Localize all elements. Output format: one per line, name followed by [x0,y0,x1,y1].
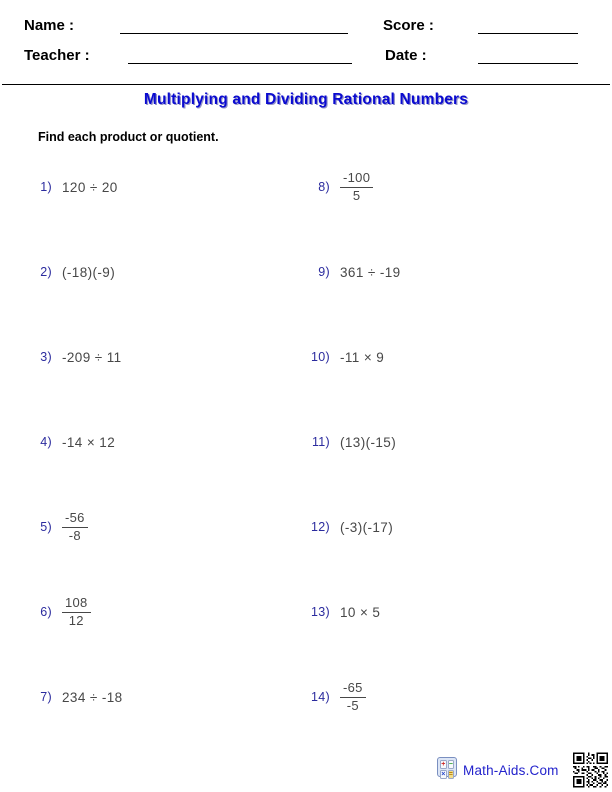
header-divider [2,84,610,85]
teacher-blank-line[interactable] [128,63,352,64]
problem-expression: 120 ÷ 20 [62,179,118,195]
problem-5 [20,507,280,547]
problem-2 [20,252,280,292]
problem-fraction [62,511,88,544]
problem-3 [20,337,280,377]
fraction-numerator: -100 [340,171,373,188]
fraction-numerator: -56 [62,511,88,528]
problem-fraction [340,681,366,714]
teacher-label: Teacher : [24,47,90,64]
problem-number: 1) [40,180,52,194]
problem-12 [298,507,578,547]
problem-number: 12) [311,520,330,534]
fraction-denominator: 12 [68,612,84,628]
problem-expression: -11 × 9 [340,349,385,365]
fraction-denominator: -8 [68,527,81,543]
instruction-text: Find each product or quotient. [38,130,219,144]
problem-expression: 361 ÷ -19 [340,264,401,280]
problem-number: 6) [40,605,52,619]
problem-number: 14) [311,690,330,704]
problem-expression: (-18)(-9) [62,264,116,280]
problem-7 [20,677,280,717]
problem-number: 13) [311,605,330,619]
problem-number: 11) [311,435,330,449]
problem-13 [298,592,578,632]
date-blank-line[interactable] [478,63,578,64]
score-label: Score : [383,17,434,34]
problem-14 [298,677,578,717]
problem-expression: -209 ÷ 11 [62,349,122,365]
problem-fraction [340,171,373,204]
problem-number: 4) [40,435,52,449]
problem-11 [298,422,578,462]
name-label: Name : [24,17,75,34]
fraction-numerator: 108 [62,596,91,613]
problem-expression: -14 × 12 [62,434,116,450]
problem-number: 8) [318,180,330,194]
problem-expression: 10 × 5 [340,604,381,620]
problem-number: 7) [40,690,52,704]
problem-expression: (-3)(-17) [340,519,394,535]
problem-number: 9) [318,265,330,279]
problem-4 [20,422,280,462]
date-label: Date : [385,47,427,64]
fraction-denominator: 5 [352,187,361,203]
problem-8 [298,167,578,207]
problem-9 [298,252,578,292]
problem-expression: 234 ÷ -18 [62,689,123,705]
score-blank-line[interactable] [478,33,578,34]
problem-expression: (13)(-15) [340,434,397,450]
name-blank-line[interactable] [120,33,348,34]
math-aids-brand-link[interactable]: Math-Aids.Com [463,763,559,778]
problem-1 [20,167,280,207]
fraction-numerator: -65 [340,681,366,698]
problem-number: 5) [40,520,52,534]
problem-10 [298,337,578,377]
problem-6 [20,592,280,632]
qr-code-icon [573,752,608,788]
math-aids-logo-icon: + − × = [437,757,457,777]
problem-number: 3) [40,350,52,364]
problem-number: 2) [40,265,52,279]
problem-fraction [62,596,91,629]
problem-number: 10) [311,350,330,364]
worksheet-title: Multiplying and Dividing Rational Numbers [143,91,469,108]
fraction-denominator: -5 [346,697,359,713]
